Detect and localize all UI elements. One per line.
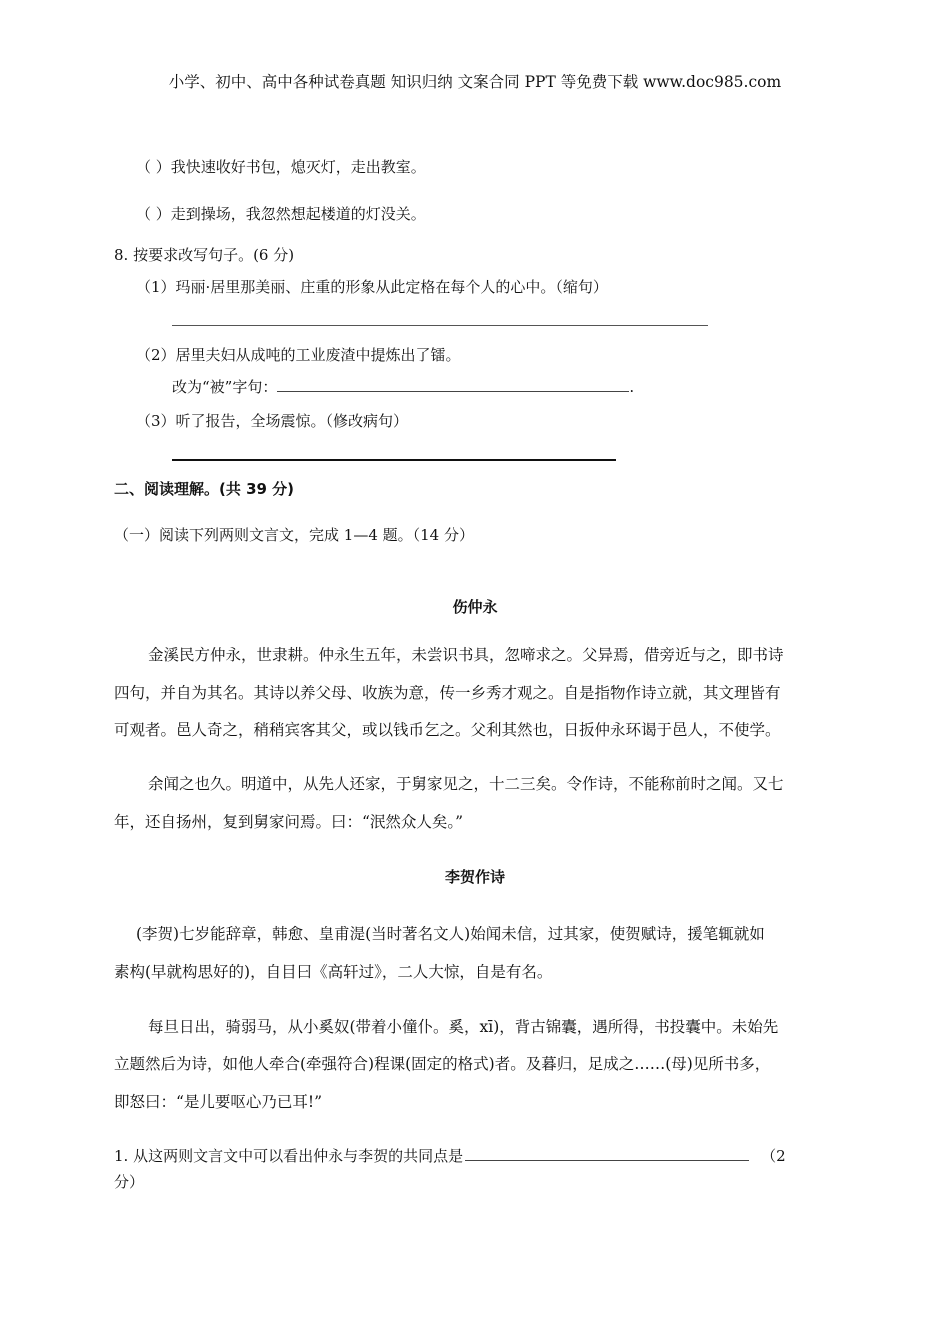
question-1 (114, 1145, 786, 1166)
question-1-text: 1. 从这两则文言文中可以看出仲永与李贺的共同点是 (114, 1147, 464, 1165)
text-1-title: 伤仲永 (452, 598, 498, 616)
text-2-p1-line-1: (李贺)七岁能辞章，韩愈、皇甫湜(当时著名文人)始闻未信，过其家，使贺赋诗，援笔辄就如 (136, 925, 765, 943)
text-2-title: 李贺作诗 (444, 868, 505, 886)
text-1-p1-line-3: 可观者。邑人奇之，稍稍宾客其父，或以钱币乞之。父利其然也，日扳仲永环谒于邑人，不使学。 (114, 721, 781, 739)
answer-blank-2[interactable] (277, 377, 629, 392)
question-8-sentence-2-rewrite (172, 376, 634, 397)
text-2-p2-line-1: 每旦日出，骑弱马，从小奚奴(带着小僮仆。奚，xī)，背古锦囊，遇所得，书投囊中。未始先 (148, 1018, 779, 1036)
rewrite-end: . (629, 378, 635, 396)
text-2-p2-line-2: 立题然后为诗，如他人牵合(牵强符合)程课(固定的格式)者。及暮归，足成之……(母)见所书多， (114, 1055, 771, 1073)
rewrite-prompt: 改为“被”字句： (172, 378, 278, 396)
order-item-2: （ ）走到操场，我忽然想起楼道的灯没关。 (136, 205, 426, 223)
question-8-sentence-2: （2）居里夫妇从成吨的工业废渣中提炼出了镭。 (136, 346, 461, 364)
order-item-1: （ ）我快速收好书包，熄灭灯，走出教室。 (136, 158, 426, 176)
answer-line-1[interactable] (172, 325, 708, 326)
text-1-p1-line-1: 金溪民方仲永，世隶耕。仲永生五年，未尝识书具，忽啼求之。父异焉，借旁近与之，即书诗 (148, 646, 784, 664)
question-1-score: （2 (761, 1147, 786, 1165)
answer-line-3[interactable] (172, 459, 616, 461)
question-8-sentence-1: （1）玛丽·居里那美丽、庄重的形象从此定格在每个人的心中。（缩句） (136, 278, 608, 296)
answer-blank-q1[interactable] (465, 1146, 749, 1161)
page-header: 小学、初中、高中各种试卷真题 知识归纳 文案合同 PPT 等免费下载 www.doc985.com (168, 73, 782, 91)
text-1-p1-line-2: 四句，并自为其名。其诗以养父母、收族为意，传一乡秀才观之。自是指物作诗立就，其文理皆有 (114, 684, 781, 702)
text-1-p2-line-1: 余闻之也久。明道中，从先人还家，于舅家见之，十二三矣。令作诗，不能称前时之闻。又七 (148, 775, 784, 793)
question-1-score-cont: 分） (114, 1173, 145, 1191)
section-2-part-1: （一）阅读下列两则文言文，完成 1—4 题。（14 分） (114, 526, 474, 544)
section-2-title: 二、阅读理解。(共 39 分) (114, 480, 295, 498)
text-2-p1-line-2: 素构(早就构思好的)，自目曰《高轩过》，二人大惊，自是有名。 (114, 963, 553, 981)
question-8-sentence-3: （3）听了报告，全场震惊。（修改病句） (136, 412, 409, 430)
question-8-title: 8. 按要求改写句子。(6 分) (114, 246, 295, 264)
text-1-p2-line-2: 年，还自扬州，复到舅家问焉。曰：“泯然众人矣。” (114, 813, 464, 831)
text-2-p2-line-3: 即怒曰：“是儿要呕心乃已耳!” (114, 1093, 323, 1111)
